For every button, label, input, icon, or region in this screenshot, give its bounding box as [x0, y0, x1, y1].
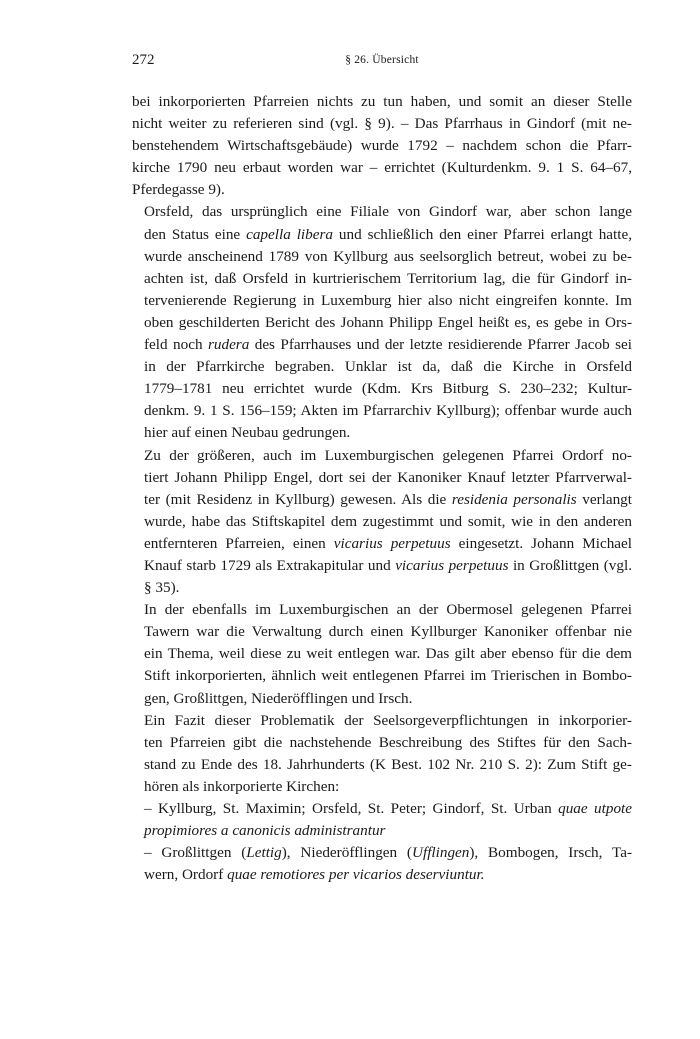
- latin-term: capella libera: [246, 225, 333, 243]
- latin-term: propimiores a canonicis administrantur: [144, 822, 386, 840]
- text-line: tervenierende Regierung in Luxemburg hier also nicht eingreifen konnte. Im: [144, 291, 632, 309]
- latin-term: residenia personalis: [451, 490, 577, 508]
- text-line: Zu der größeren, auch im Luxemburgischen gelegenen Pfarrei Ordorf no-: [144, 446, 632, 464]
- body-text: [132, 91, 632, 886]
- latin-term: vicarius perpetuus: [333, 534, 451, 552]
- text-run: und schließlich den einer Pfarrei erlangt hatte,: [332, 225, 633, 243]
- text-line: [132, 798, 632, 820]
- text-line: oben geschilderten Bericht des Johann Philipp Engel heißt es, es gebe in Ors-: [144, 313, 632, 331]
- paragraph: [132, 201, 632, 444]
- text-line: denkm. 9. 1 S. 156–159; Akten im Pfarrarchiv Kyllburg); offenbar wurde auch: [144, 402, 632, 420]
- text-run: wern, Ordorf: [144, 866, 228, 884]
- paragraph: [132, 445, 632, 600]
- text-line: [132, 864, 632, 886]
- text-line: 1779–1781 neu errichtet wurde (Kdm. Krs Bitburg S. 230–232; Kultur-: [144, 380, 632, 398]
- text-line: [132, 489, 632, 511]
- text-run: – Großlittgen (: [144, 844, 247, 862]
- latin-term: quae remotiores per vicarios deserviuntur.: [227, 866, 485, 884]
- place-name: Ufflingen: [412, 844, 470, 862]
- text-line: wurde anscheinend 1789 von Kyllburg aus seelsorglich betreut, wobei zu be-: [144, 247, 632, 265]
- text-line: [132, 334, 632, 356]
- text-line: hier auf einen Neubau gedrungen.: [144, 424, 351, 442]
- paragraph: [132, 599, 632, 709]
- text-line: gen, Großlittgen, Niederöfflingen und Irsch.: [144, 689, 413, 707]
- text-line: Ein Fazit dieser Problematik der Seelsorgeverpflichtungen in inkorporier-: [144, 711, 632, 729]
- text-line: In der ebenfalls im Luxemburgischen an der Obermosel gelegenen Pfarrei: [144, 601, 632, 619]
- text-line: ein Thema, weil diese zu weit entlegen war. Das gilt aber ebenso für die dem: [144, 645, 632, 663]
- text-line: tiert Johann Philipp Engel, dort sei der Kanoniker Knauf letzter Pfarrverwal-: [144, 468, 632, 486]
- text-line: ten Pfarreien gibt die nachstehende Beschreibung des Stiftes für den Sach-: [144, 733, 632, 751]
- text-line: [132, 555, 632, 577]
- text-run: ter (mit Residenz in Kyllburg) gewesen. Als die: [144, 490, 452, 508]
- text-run: entfernteren Pfarreien, einen: [144, 534, 334, 552]
- text-line: Stift inkorporierten, ähnlich weit entlegenen Pfarrei im Trierischen in Bombo-: [144, 667, 632, 685]
- latin-term: rudera: [207, 336, 250, 354]
- text-line: benstehendem Wirtschaftsgebäude) wurde 1792 – nachdem schon die Pfarr-: [132, 137, 632, 155]
- text-run: des Pfarrhauses und der letzte residierende Pfarrer Jacob sei: [249, 336, 632, 354]
- latin-term: vicarius perpetuus: [395, 556, 509, 574]
- place-name: Lettig: [246, 844, 282, 862]
- paragraph: [132, 91, 632, 201]
- text-line: Tawern war die Verwaltung durch einen Kyllburger Kanoniker offenbar nie: [144, 623, 632, 641]
- text-run: ), Bombogen, Irsch, Ta-: [469, 844, 633, 862]
- text-line: kirche 1790 neu erbaut worden war – errichtet (Kulturdenkm. 9. 1 S. 64–67,: [132, 159, 632, 177]
- text-run: den Status eine: [144, 225, 247, 243]
- paragraph: [132, 710, 632, 798]
- text-run: ), Niederöfflingen (: [281, 844, 412, 862]
- text-run: feld noch: [144, 336, 208, 354]
- latin-term: quae utpote: [558, 800, 633, 817]
- text-line: [132, 533, 632, 555]
- text-line: bei inkorporierten Pfarreien nichts zu tun haben, und somit an dieser Stelle: [132, 93, 632, 110]
- text-run: eingesetzt. Johann Michael: [450, 534, 632, 552]
- text-line: Pferdegasse 9).: [132, 181, 225, 199]
- text-line: [132, 842, 632, 864]
- text-line: hören als inkorporierte Kirchen:: [144, 777, 340, 795]
- list-item: [132, 798, 632, 842]
- text-line: [132, 224, 632, 246]
- running-head: § 26. Übersicht: [345, 54, 419, 66]
- page-header: [132, 52, 632, 74]
- text-line: in der Pfarrkirche begraben. Unklar ist da, daß die Kirche in Orsfeld: [144, 358, 632, 376]
- text-run: in Großlittgen (vgl.: [508, 556, 632, 574]
- list-item: [132, 842, 632, 886]
- text-line: stand zu Ende des 18. Jahrhunderts (K Best. 102 Nr. 210 S. 2): Zum Stift ge-: [144, 755, 632, 773]
- text-line: achten ist, daß Orsfeld in kurtrierischem Territorium lag, die für Gindorf in-: [144, 269, 632, 287]
- text-line: nicht weiter zu referieren sind (vgl. § 9). – Das Pfarrhaus in Gindorf (mit ne-: [132, 115, 632, 133]
- text-line: wurde, habe das Stiftskapitel dem zugestimmt und somit, wie in den anderen: [144, 512, 632, 530]
- page-number: 272: [132, 52, 155, 68]
- text-line: Orsfeld, das ursprünglich eine Filiale von Gindorf war, aber schon lange: [144, 203, 632, 221]
- text-run: Knauf starb 1729 als Extrakapitular und: [144, 556, 396, 574]
- text-run: verlangt: [576, 490, 632, 508]
- text-run: – Kyllburg, St. Maximin; Orsfeld, St. Peter; Gindorf, St. Urban: [144, 800, 559, 817]
- text-line: § 35).: [144, 579, 180, 597]
